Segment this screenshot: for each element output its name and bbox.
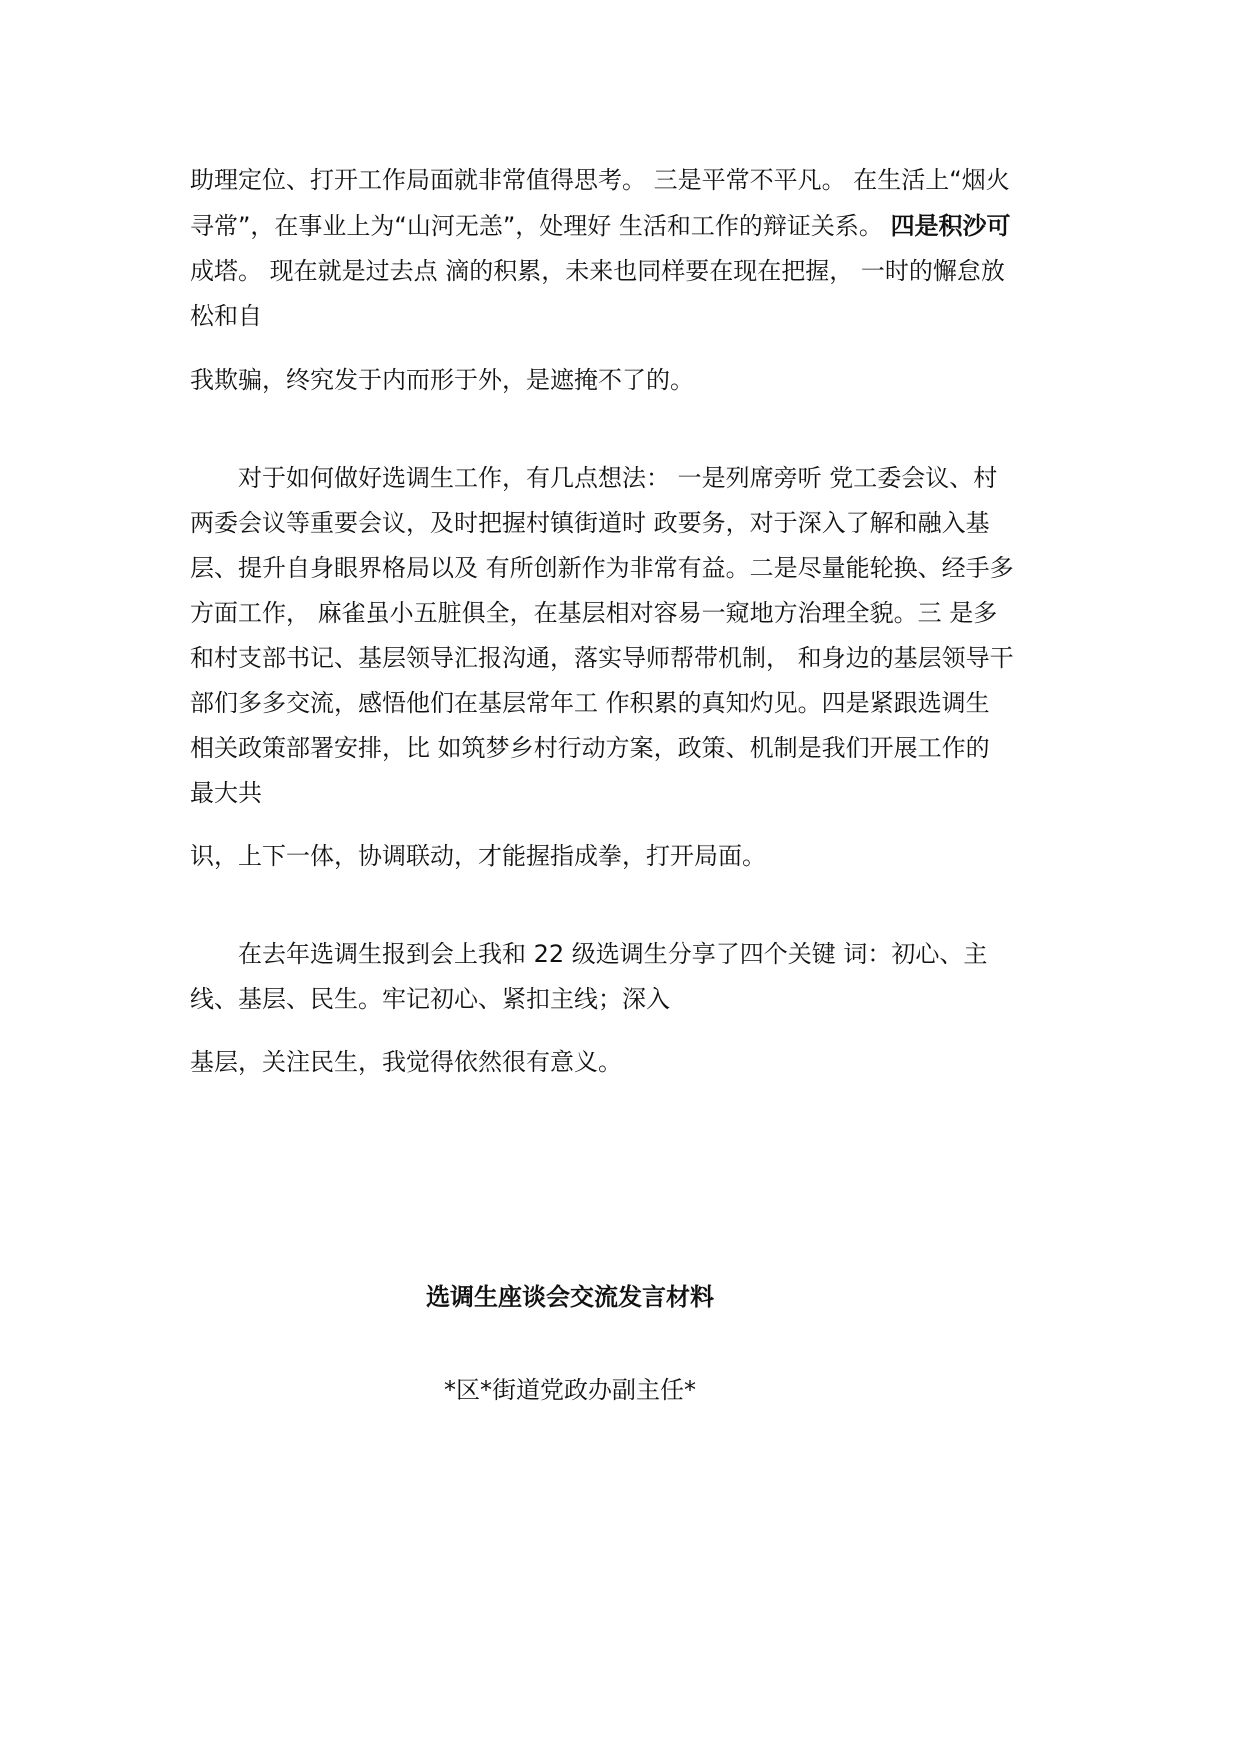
paragraph1-line2-bold: 四是积沙可 — [890, 212, 1011, 240]
paragraph1-line5: 我欺骗，终究发于内而形于外，是遮掩不了的。 — [190, 366, 694, 394]
paragraph2-line5: 和村支部书记、基层领导汇报沟通，落实导师帮带机制， 和身边的基层领导干 — [190, 644, 1014, 672]
paragraph1-line4: 松和自 — [190, 302, 262, 330]
paragraph2-line7: 相关政策部署安排，比 如筑梦乡村行动方案，政策、机制是我们开展工作的 — [190, 734, 990, 762]
paragraph2-line9: 识，上下一体，协调联动，才能握指成拳，打开局面。 — [190, 842, 766, 870]
paragraph3-line2: 线、基层、民生。牢记初心、紧扣主线；深入 — [190, 985, 670, 1013]
paragraph1-line2 — [190, 209, 1070, 243]
paragraph2-line4: 方面工作， 麻雀虽小五脏俱全，在基层相对容易一窥地方治理全貌。三 是多 — [190, 599, 998, 627]
paragraph2-line6: 部们多多交流，感悟他们在基层常年工 作积累的真知灼见。四是紧跟选调生 — [190, 689, 990, 717]
paragraph3-line1: 在去年选调生报到会上我和 22 级选调生分享了四个关键 词：初心、主 — [238, 940, 988, 968]
paragraph1-line1: 助理定位、打开工作局面就非常值得思考。 三是平常不平凡。 在生活上“烟火 — [190, 166, 1010, 194]
paragraph3-line3: 基层，关注民生，我觉得依然很有意义。 — [190, 1048, 622, 1076]
document-author: *区*街道党政办副主任* — [444, 1376, 696, 1404]
paragraph1-line2-text: 寻常”，在事业上为“山河无恙”，处理好 生活和工作的辩证关系。 — [190, 212, 891, 240]
paragraph2-line1: 对于如何做好选调生工作，有几点想法： 一是列席旁听 党工委会议、村 — [238, 464, 998, 492]
paragraph2-line3: 层、提升自身眼界格局以及 有所创新作为非常有益。二是尽量能轮换、经手多 — [190, 554, 1014, 582]
paragraph2-line8: 最大共 — [190, 779, 262, 807]
document-title: 选调生座谈会交流发言材料 — [426, 1283, 714, 1311]
paragraph2-line2: 两委会议等重要会议，及时把握村镇街道时 政要务，对于深入了解和融入基 — [190, 509, 990, 537]
paragraph1-line3: 成塔。 现在就是过去点 滴的积累，未来也同样要在现在把握， 一时的懈怠放 — [190, 257, 1005, 285]
